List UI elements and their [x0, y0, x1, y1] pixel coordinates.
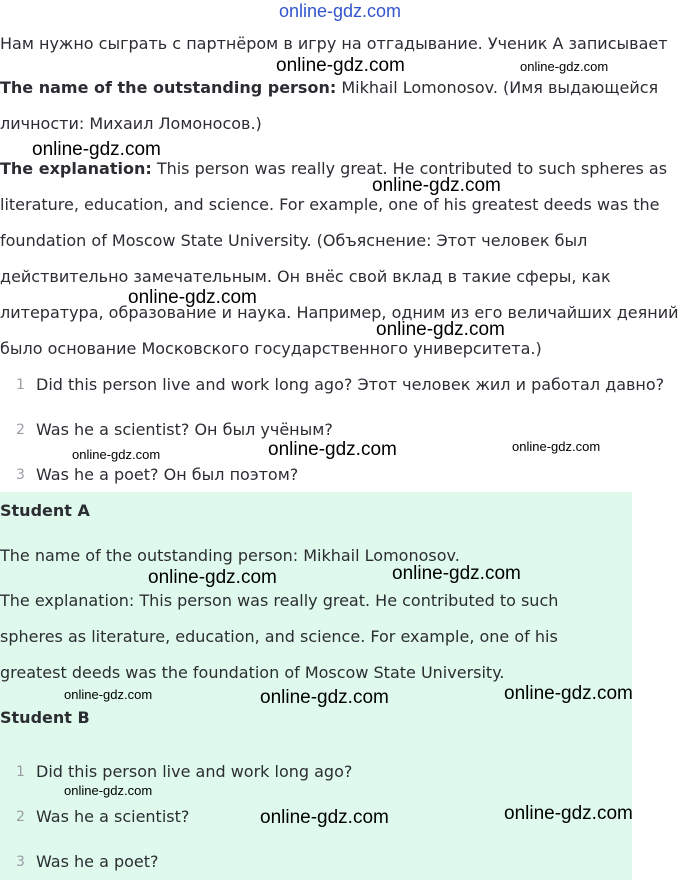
question-text: Was he a poet? Он был поэтом? — [36, 465, 299, 484]
question-text: Did this person live and work long ago? — [36, 762, 353, 781]
watermark: online-gdz.com — [376, 319, 505, 340]
watermark: online-gdz.com — [268, 439, 397, 460]
explanation-line-6: было основание Московского государственного университета.) — [0, 339, 542, 358]
question-text: Was he a scientist? — [36, 807, 190, 826]
question-text: Was he a scientist? Он был учёным? — [36, 420, 333, 439]
watermark: online-gdz.com — [504, 683, 633, 704]
explanation-text: This person was really great. He contributed to such spheres as — [151, 159, 668, 178]
list-number: 3 — [16, 467, 25, 483]
list-number: 2 — [16, 422, 25, 438]
list-number: 3 — [16, 854, 25, 870]
watermark: online-gdz.com — [260, 687, 389, 708]
student-a-explanation-1: The explanation: This person was really great. He contributed to such — [0, 591, 559, 610]
watermark: online-gdz.com — [372, 175, 501, 196]
watermark: online-gdz.com — [64, 687, 153, 702]
watermark: online-gdz.com — [32, 139, 161, 160]
student-a-explanation-3: greatest deeds was the foundation of Moscow State University. — [0, 663, 505, 682]
watermark: online-gdz.com — [512, 439, 601, 454]
watermark: online-gdz.com — [392, 563, 521, 584]
student-a-name-line: The name of the outstanding person: Mikhail Lomonosov. — [0, 546, 460, 565]
watermark: online-gdz.com — [72, 447, 161, 462]
name-value: Mikhail Lomonosov. (Имя выдающейся — [336, 78, 659, 97]
list-number: 1 — [16, 377, 25, 393]
watermark: online-gdz.com — [64, 783, 153, 798]
explanation-line-3: foundation of Moscow State University. (Объяснение: Этот человек был — [0, 231, 588, 250]
site-header-link[interactable]: online-gdz.com — [278, 1, 402, 21]
explanation-label: The explanation: — [0, 159, 152, 178]
explanation-line-5: литература, образование и наука. Например, одним из его величайших деяний — [0, 303, 679, 322]
watermark: online-gdz.com — [260, 807, 389, 828]
name-label: The name of the outstanding person: — [0, 78, 337, 97]
list-number: 1 — [16, 764, 25, 780]
explanation-line — [0, 158, 667, 180]
name-line — [0, 77, 658, 99]
list-number: 2 — [16, 809, 25, 825]
intro-line: Нам нужно сыграть с партнёром в игру на отгадывание. Ученик А записывает — [0, 34, 668, 53]
question-text: Did this person live and work long ago? Этот человек жил и работал давно? — [36, 375, 665, 394]
name-translation: личности: Михаил Ломоносов.) — [0, 114, 262, 133]
watermark: online-gdz.com — [276, 55, 405, 76]
student-b-heading: Student B — [0, 708, 90, 727]
explanation-line-2: literature, education, and science. For example, one of his greatest deeds was the — [0, 195, 660, 214]
watermark: online-gdz.com — [520, 59, 609, 74]
watermark: online-gdz.com — [148, 567, 277, 588]
student-a-heading: Student A — [0, 501, 90, 520]
watermark: online-gdz.com — [504, 803, 633, 824]
student-a-explanation-2: spheres as literature, education, and science. For example, one of his — [0, 627, 558, 646]
watermark: online-gdz.com — [128, 287, 257, 308]
question-text: Was he a poet? — [36, 852, 159, 871]
explanation-line-4: действительно замечательным. Он внёс свой вклад в такие сферы, как — [0, 267, 611, 286]
